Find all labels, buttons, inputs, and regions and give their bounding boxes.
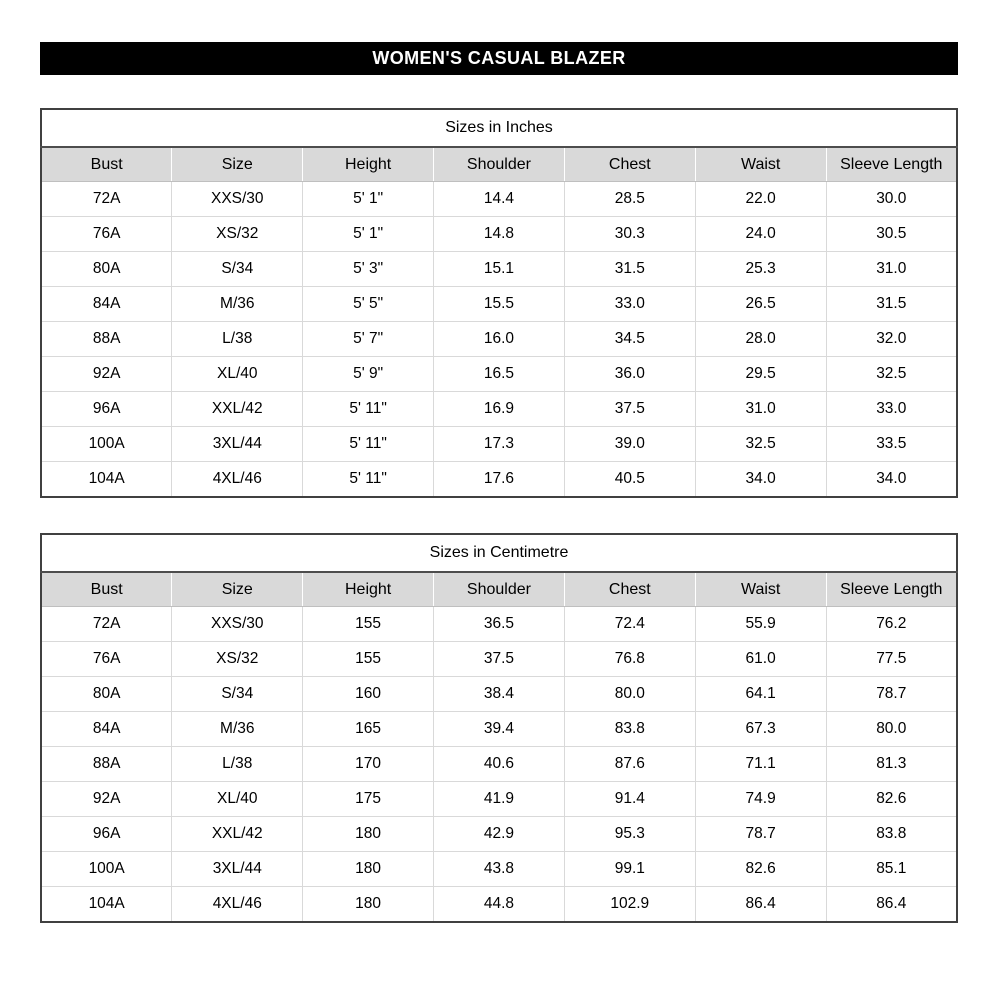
cell: 96A: [41, 817, 172, 852]
cell: 5' 7": [303, 322, 434, 357]
cell: 32.0: [826, 322, 957, 357]
cell: 33.0: [564, 287, 695, 322]
table-header-row: [41, 147, 957, 182]
cell: 100A: [41, 427, 172, 462]
cell: 76.2: [826, 607, 957, 642]
cell: 15.5: [434, 287, 565, 322]
cell: 155: [303, 607, 434, 642]
cell: 14.8: [434, 217, 565, 252]
cell: 80.0: [564, 677, 695, 712]
cell: 155: [303, 642, 434, 677]
table-row: [41, 782, 957, 817]
cell: 5' 11": [303, 462, 434, 498]
cell: L/38: [172, 747, 303, 782]
cell: 40.6: [434, 747, 565, 782]
cell: 30.0: [826, 182, 957, 217]
cell: 91.4: [564, 782, 695, 817]
cell: 16.5: [434, 357, 565, 392]
cell: 37.5: [564, 392, 695, 427]
cell: 88A: [41, 747, 172, 782]
cell: XS/32: [172, 217, 303, 252]
cell: 15.1: [434, 252, 565, 287]
cell: 17.3: [434, 427, 565, 462]
cell: M/36: [172, 287, 303, 322]
cell: 40.5: [564, 462, 695, 498]
table-row: [41, 217, 957, 252]
cell: 76.8: [564, 642, 695, 677]
table-row: [41, 322, 957, 357]
cell: 80A: [41, 677, 172, 712]
cell: 77.5: [826, 642, 957, 677]
cell: 165: [303, 712, 434, 747]
table-row: [41, 182, 957, 217]
cell: 180: [303, 887, 434, 923]
cell: 86.4: [826, 887, 957, 923]
product-title: WOMEN'S CASUAL BLAZER: [372, 48, 626, 68]
table-row: [41, 462, 957, 498]
table-row: [41, 747, 957, 782]
cell: 31.5: [564, 252, 695, 287]
table-row: [41, 607, 957, 642]
column-header: Sleeve Length: [826, 572, 957, 607]
table-header-row: [41, 572, 957, 607]
cell: 76A: [41, 217, 172, 252]
cell: 180: [303, 852, 434, 887]
cell: 16.9: [434, 392, 565, 427]
cell: 67.3: [695, 712, 826, 747]
table-row: [41, 712, 957, 747]
column-header: Height: [303, 147, 434, 182]
cell: 28.0: [695, 322, 826, 357]
cell: 31.0: [826, 252, 957, 287]
cell: 22.0: [695, 182, 826, 217]
table-row: [41, 887, 957, 923]
cell: XXS/30: [172, 182, 303, 217]
cell: 28.5: [564, 182, 695, 217]
size-table-inches: [40, 108, 958, 498]
cell: XL/40: [172, 782, 303, 817]
cell: 64.1: [695, 677, 826, 712]
cell: 36.5: [434, 607, 565, 642]
cell: 44.8: [434, 887, 565, 923]
cell: 72A: [41, 182, 172, 217]
cell: 92A: [41, 357, 172, 392]
cell: 55.9: [695, 607, 826, 642]
cell: 78.7: [695, 817, 826, 852]
cell: 37.5: [434, 642, 565, 677]
cell: 4XL/46: [172, 887, 303, 923]
cell: 24.0: [695, 217, 826, 252]
table-row: [41, 357, 957, 392]
table-title: Sizes in Centimetre: [41, 534, 957, 572]
cell: 72.4: [564, 607, 695, 642]
cell: M/36: [172, 712, 303, 747]
cell: 100A: [41, 852, 172, 887]
table-title-row: [41, 109, 957, 147]
column-header: Shoulder: [434, 147, 565, 182]
cell: 32.5: [826, 357, 957, 392]
cell: XXL/42: [172, 817, 303, 852]
size-table: [40, 108, 958, 498]
cell: 84A: [41, 712, 172, 747]
cell: 170: [303, 747, 434, 782]
cell: 39.4: [434, 712, 565, 747]
cell: 34.0: [826, 462, 957, 498]
table-row: [41, 427, 957, 462]
table-row: [41, 252, 957, 287]
cell: 30.5: [826, 217, 957, 252]
cell: 39.0: [564, 427, 695, 462]
cell: 80.0: [826, 712, 957, 747]
cell: 31.5: [826, 287, 957, 322]
cell: S/34: [172, 677, 303, 712]
cell: XXL/42: [172, 392, 303, 427]
cell: 5' 9": [303, 357, 434, 392]
column-header: Chest: [564, 147, 695, 182]
column-header: Size: [172, 147, 303, 182]
cell: XXS/30: [172, 607, 303, 642]
size-table: [40, 533, 958, 923]
column-header: Size: [172, 572, 303, 607]
cell: 34.0: [695, 462, 826, 498]
cell: 14.4: [434, 182, 565, 217]
column-header: Waist: [695, 572, 826, 607]
size-table-centimetre: [40, 533, 958, 923]
cell: 78.7: [826, 677, 957, 712]
column-header: Shoulder: [434, 572, 565, 607]
cell: 72A: [41, 607, 172, 642]
cell: 26.5: [695, 287, 826, 322]
cell: 180: [303, 817, 434, 852]
cell: 86.4: [695, 887, 826, 923]
cell: 160: [303, 677, 434, 712]
cell: 31.0: [695, 392, 826, 427]
cell: 104A: [41, 462, 172, 498]
cell: 41.9: [434, 782, 565, 817]
cell: 34.5: [564, 322, 695, 357]
cell: 43.8: [434, 852, 565, 887]
column-header: Sleeve Length: [826, 147, 957, 182]
cell: 5' 11": [303, 427, 434, 462]
cell: 33.5: [826, 427, 957, 462]
cell: 5' 3": [303, 252, 434, 287]
table-row: [41, 677, 957, 712]
column-header: Waist: [695, 147, 826, 182]
cell: 38.4: [434, 677, 565, 712]
cell: 71.1: [695, 747, 826, 782]
cell: 83.8: [826, 817, 957, 852]
cell: 32.5: [695, 427, 826, 462]
cell: 29.5: [695, 357, 826, 392]
cell: 36.0: [564, 357, 695, 392]
column-header: Bust: [41, 572, 172, 607]
cell: 16.0: [434, 322, 565, 357]
cell: 82.6: [826, 782, 957, 817]
cell: 42.9: [434, 817, 565, 852]
cell: 102.9: [564, 887, 695, 923]
table-title: Sizes in Inches: [41, 109, 957, 147]
cell: 76A: [41, 642, 172, 677]
cell: 88A: [41, 322, 172, 357]
table-row: [41, 392, 957, 427]
cell: 99.1: [564, 852, 695, 887]
cell: L/38: [172, 322, 303, 357]
cell: XL/40: [172, 357, 303, 392]
table-title-row: [41, 534, 957, 572]
cell: 61.0: [695, 642, 826, 677]
cell: 30.3: [564, 217, 695, 252]
cell: 5' 5": [303, 287, 434, 322]
column-header: Chest: [564, 572, 695, 607]
cell: 175: [303, 782, 434, 817]
cell: XS/32: [172, 642, 303, 677]
table-row: [41, 817, 957, 852]
cell: 85.1: [826, 852, 957, 887]
cell: 74.9: [695, 782, 826, 817]
cell: 3XL/44: [172, 852, 303, 887]
cell: 81.3: [826, 747, 957, 782]
cell: 17.6: [434, 462, 565, 498]
table-row: [41, 287, 957, 322]
cell: S/34: [172, 252, 303, 287]
cell: 25.3: [695, 252, 826, 287]
cell: 87.6: [564, 747, 695, 782]
cell: 92A: [41, 782, 172, 817]
table-row: [41, 852, 957, 887]
cell: 96A: [41, 392, 172, 427]
column-header: Bust: [41, 147, 172, 182]
cell: 104A: [41, 887, 172, 923]
cell: 33.0: [826, 392, 957, 427]
cell: 5' 11": [303, 392, 434, 427]
cell: 95.3: [564, 817, 695, 852]
cell: 3XL/44: [172, 427, 303, 462]
cell: 84A: [41, 287, 172, 322]
product-title-banner: [40, 42, 958, 75]
cell: 80A: [41, 252, 172, 287]
table-row: [41, 642, 957, 677]
cell: 83.8: [564, 712, 695, 747]
column-header: Height: [303, 572, 434, 607]
cell: 82.6: [695, 852, 826, 887]
cell: 5' 1": [303, 182, 434, 217]
cell: 4XL/46: [172, 462, 303, 498]
cell: 5' 1": [303, 217, 434, 252]
